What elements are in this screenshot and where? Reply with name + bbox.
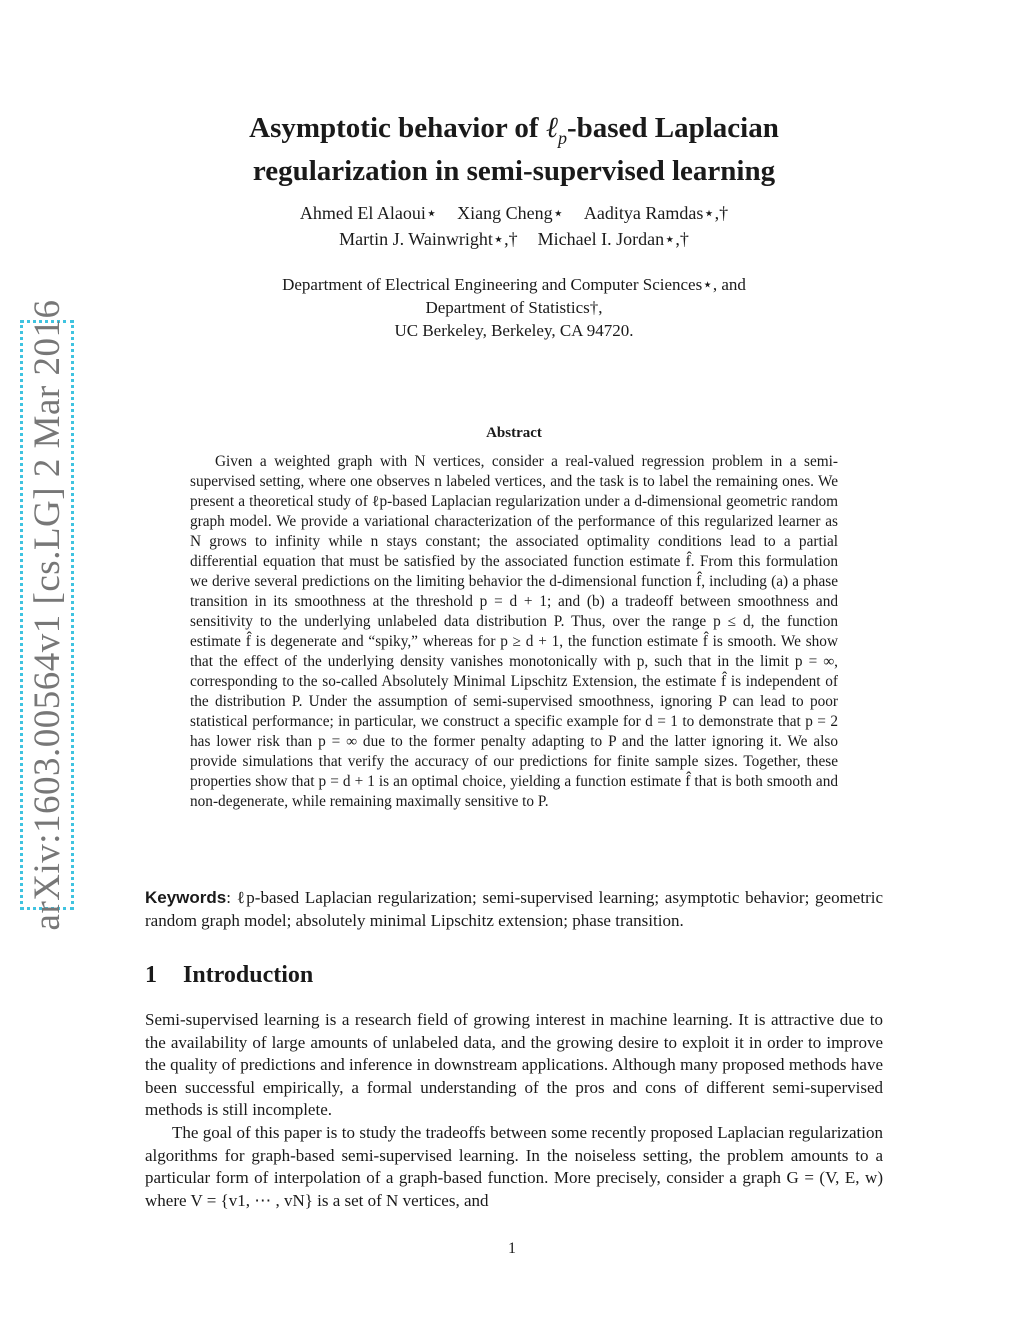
section-heading	[145, 962, 883, 989]
abstract-heading: Abstract	[486, 425, 542, 441]
arxiv-stamp	[20, 299, 74, 931]
author-name: Xiang Cheng⋆	[457, 203, 564, 223]
author-name: Martin J. Wainwright⋆,†	[339, 229, 518, 249]
title-text-post: -based Laplacian	[566, 112, 779, 144]
keywords-text: : ℓp-based Laplacian regularization; semi-supervised learning; asymptotic behavior; geometric random graph model; absolutely minimal Lipschitz extension; phase transition.	[145, 888, 883, 930]
keywords	[145, 886, 883, 932]
page-number: 1	[508, 1240, 516, 1257]
affiliation-line: Department of Statistics†,	[425, 298, 603, 317]
abstract-text: Given a weighted graph with N vertices, consider a real-valued regression problem in a semi-supervised setting, where one observes n labeled vertices, and the task is to label the remaining ones. We present a theoretical study of ℓp-based Laplacian regularization under a d-dimensional geometric random graph model. We provide a variational characterization of the performance of this regularized learner as N grows to infinity while n stays constant; the associated optimality conditions lead to a partial differential equation that must be satisfied by the associated function estimate f̂. From this formulation we derive several predictions on the limiting behavior the d-dimensional function f̂, including (a) a phase transition in its smoothness at the threshold p = d + 1; and (b) a tradeoff between smoothness and sensitivity to the underlying unlabeled data distribution P. Thus, over the range p ≤ d, the function estimate f̂ is degenerate and “spiky,” whereas for p ≥ d + 1, the function estimate f̂ is smooth. We show that the effect of the underlying density vanishes monotonically with p, such that in the limit p = ∞, corresponding to the so-called Absolutely Minimal Lipschitz Extension, the estimate f̂ is independent of the distribution P. Under the assumption of semi-supervised smoothness, ignoring P can lead to poor statistical performance; in particular, we construct a specific example for d = 1 to demonstrate that p = 2 has lower risk than p = ∞ due to the former penalty adapting to P and the latter ignoring it. We also provide simulations that verify the accuracy of our predictions for finite sample sizes. Together, these properties show that p = d + 1 is an optimal choice, yielding a function estimate f̂ that is both smooth and non-degenerate, while remaining maximally sensitive to P.	[190, 453, 838, 810]
title-line-2: regularization in semi-supervised learning	[252, 154, 776, 187]
title-ell: ℓ	[545, 112, 558, 144]
section-number: 1	[145, 962, 157, 988]
title-line-1	[145, 112, 883, 155]
affiliation	[145, 273, 883, 342]
author-row-1	[145, 200, 883, 226]
affiliation-line: UC Berkeley, Berkeley, CA 94720.	[394, 321, 634, 340]
body-paragraph: Semi-supervised learning is a research field of growing interest in machine learning. It is attractive due to the availability of large amounts of unlabeled data, and the growing desire to exploit it in order to improve the quality of predictions and inference in downstream applications. Although many proposed methods have been successful empirically, a formal understanding of the pros and cons of different semi-supervised methods is still incomplete.	[145, 1010, 883, 1119]
section-title: Introduction	[183, 962, 314, 988]
keywords-label: Keywords	[145, 888, 227, 907]
author-name: Ahmed El Alaoui⋆	[299, 203, 438, 223]
title-sub-p: p	[557, 127, 567, 148]
author-row-2	[145, 226, 883, 252]
author-name: Michael I. Jordan⋆,†	[537, 229, 689, 249]
paper-title	[145, 112, 883, 188]
body-paragraph: The goal of this paper is to study the tradeoffs between some recently proposed Laplacian regularization algorithms for graph-based semi-supervised learning. In the noiseless setting, the problem amounts to a particular form of interpolation of a graph-based function. More precisely, consider a graph G = (V, E, w) where V = {v1, ⋯ , vN} is a set of N vertices, and	[145, 1123, 883, 1210]
author-name: Aaditya Ramdas⋆,†	[583, 203, 729, 223]
affiliation-line: Department of Electrical Engineering and Computer Sciences⋆, and	[282, 275, 746, 294]
arxiv-stamp-text: arXiv:1603.00564v1 [cs.LG] 2 Mar 2016	[26, 299, 68, 931]
author-list	[145, 200, 883, 252]
title-text-pre: Asymptotic behavior of	[249, 112, 546, 144]
